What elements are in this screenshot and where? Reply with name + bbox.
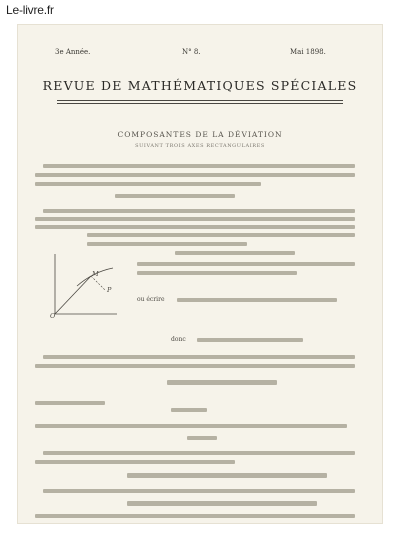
title-rule-bottom xyxy=(57,103,343,104)
title-rule-top xyxy=(57,100,343,101)
vector-om xyxy=(55,276,91,314)
label-donc: donc xyxy=(171,336,186,343)
equation-fraction xyxy=(171,408,207,412)
equation-derivatives-2 xyxy=(127,501,317,506)
section-subtitle: SUIVANT TROIS AXES RECTANGULAIRES xyxy=(135,143,265,149)
equation-donc xyxy=(197,338,303,342)
label-m: M xyxy=(92,270,99,278)
document-page xyxy=(17,24,383,524)
journal-title: REVUE DE MATHÉMATIQUES SPÉCIALES xyxy=(42,78,358,93)
paragraph-4 xyxy=(35,424,347,428)
paragraph-7 xyxy=(35,514,355,518)
equation-derivatives-1 xyxy=(127,473,327,478)
label-ou-ecrire: ou écrire xyxy=(137,296,165,303)
label-p: P xyxy=(107,286,112,294)
text-dou-lon-conclut xyxy=(35,401,105,405)
section-title: COMPOSANTES DE LA DÉVIATION xyxy=(117,130,283,139)
label-origin: O xyxy=(50,312,56,320)
issue-year: 3e Année. xyxy=(55,48,91,56)
issue-date: Mai 1898. xyxy=(290,48,326,56)
issue-number: N° 8. xyxy=(182,48,201,56)
watermark: Le-livre.fr xyxy=(6,3,54,17)
paragraph-6 xyxy=(43,489,355,493)
vector-diagram xyxy=(47,246,125,326)
projection-dash xyxy=(91,276,105,290)
equation-limit xyxy=(167,380,277,385)
equation-small xyxy=(187,436,217,440)
